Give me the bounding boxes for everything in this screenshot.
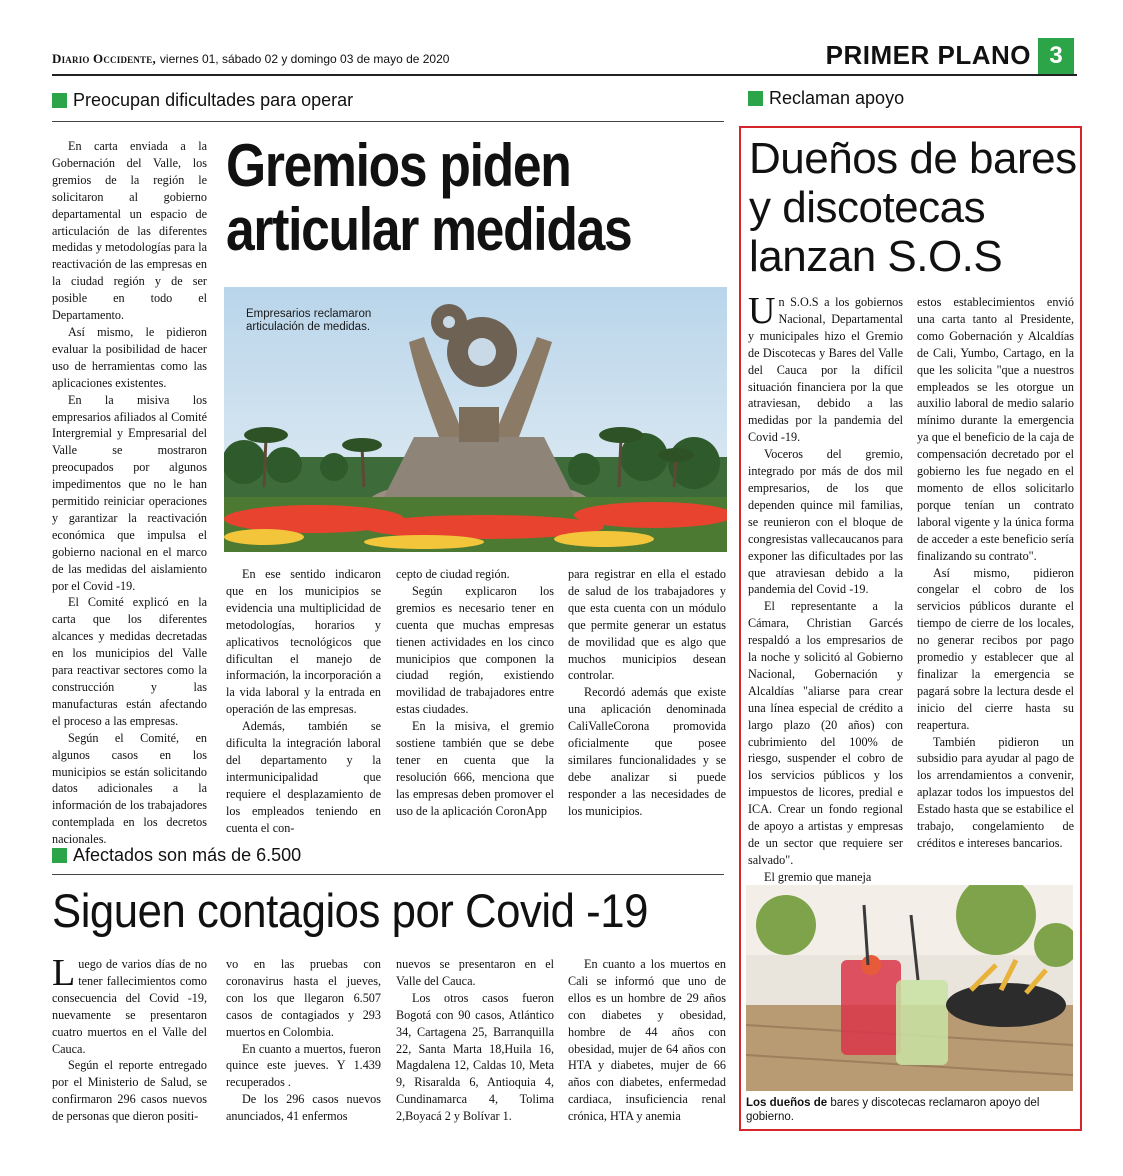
headline-line: lanzan S.O.S — [749, 232, 1003, 281]
paragraph: En la misiva los empresarios afiliados al Comité Intergremial y Empresarial del Valle se mostraron preocupados por algunos impedimentos que no le han permitido reiniciar operaciones y garantizar la reactivación económica que impulsa el gobierno nacional en el marco de las medidas del aislamiento por el Covid -19. — [52, 392, 207, 593]
paragraph: Según el reporte entregado por el Ministerio de Salud, se confirmaron 296 casos nuevos de personas que dieron positi- — [52, 1058, 207, 1124]
kicker-square-icon — [52, 848, 67, 863]
caption-bold: Los dueños de — [746, 1097, 828, 1109]
caption-text: bares y discotecas reclamaron apoyo del gobierno. — [746, 1097, 1040, 1123]
story1-column-4 — [568, 566, 726, 820]
paragraph: cepto de ciudad región. — [396, 567, 510, 581]
kicker-text: Preocupan dificultades para operar — [73, 90, 354, 110]
cocktails-photo — [746, 885, 1073, 1091]
kicker-square-icon — [748, 91, 763, 106]
paragraph: En cuanto a muertos, fueron quince este jueves. Y 1.439 recuperados . — [226, 1041, 381, 1090]
paragraph: Así mismo, le pidieron evaluar la posibilidad de hacer uso de herramientas como las aplicaciones existentes. — [52, 324, 207, 390]
headline-line: y discotecas — [749, 183, 986, 232]
kicker-story2 — [748, 88, 904, 109]
story3-column-3 — [396, 956, 554, 1125]
paragraph: Según explicaron los gremios es necesario tener en cuenta que muchas empresas tienen actividades en los cinco municipios que componen la ciudad región, existiendo movilidad de trabajadores entre estas ciudades. — [396, 583, 554, 717]
paragraph: vo en las pruebas con coronavirus hasta el jueves, con los que llegaron 6.507 casos de contagiados y 293 muertos en Colombia. — [226, 957, 381, 1039]
headline-story2 — [749, 134, 1079, 281]
paragraph: Los otros casos fueron Bogotá con 90 casos, Atlántico 34, Cartagena 25, Barranquilla 22, Santa Marta 18,Huila 16, Magdalena 12, Caldas 10, Meta 9, Risaralda 6, Antioquia 4, Cundinamarca 4, Tolima 2,Boyacá 2 y Bolívar 1. — [396, 990, 554, 1124]
paragraph-text: n S.O.S a los gobiernos Nacional, Departamental y municipales hizo el Gremio de Discotecas y Bares del Valle del Cauca por la difícil situación financiera por la que atraviesan, debido a las medidas por la pandemia del Covid -19. — [748, 295, 903, 445]
paragraph: Según el Comité, en algunos casos en los municipios se están solicitando datos adicionales a la información de los trabajadores contemplada en los decretos nacionales. — [52, 730, 207, 847]
story1-column-3 — [396, 566, 554, 820]
page-number: 3 — [1038, 38, 1074, 74]
masthead-rule — [52, 74, 1077, 76]
section-rule — [52, 874, 724, 875]
paragraph — [748, 290, 903, 446]
headline-story1 — [226, 134, 631, 262]
paragraph-text: uego de varios días de no tener fallecimientos como consecuencia del Covid -19, nuevamente se presentaron cuatro muertos en el Valle del Cauca. — [52, 957, 207, 1056]
headline-story3: Siguen contagios por Covid -19 — [52, 884, 648, 937]
paragraph: Recordó además que existe una aplicación denominada CaliValleCorona promovida oficialmente que posee similares funcionalidades y se debe analizar si puede responder a las necesidades de los municipios. — [568, 685, 726, 818]
kicker-square-icon — [52, 93, 67, 108]
section-title: PRIMER PLANO — [825, 40, 1031, 70]
paragraph: En ese sentido indicaron que en los municipios se evidencia una multiplicidad de metodologías, horarios y aplicativos tecnológicos que dificultan el manejo de información, la incorporación a la vida laboral y la entrada en operación de las empresas. — [226, 567, 381, 717]
dropcap: L — [52, 952, 76, 994]
dropcap: U — [748, 290, 776, 332]
paragraph: Así mismo, pidieron congelar el cobro de los servicios públicos durante el tiempo de cierre de los locales, no generar recibos por pago promedio y establecer que al finalizar la emergencia se pagará sobre la lectura desde el inicio del cierre hasta su reapertura. — [917, 565, 1074, 732]
headline-line: Dueños de bares — [749, 134, 1077, 183]
story3-column-4 — [568, 956, 726, 1125]
paragraph: En la misiva, el gremio sostiene también que se debe tener en cuenta que la resolución 666, menciona que las empresas deben promover el uso de la aplicación CoronApp — [396, 719, 554, 818]
paper-name: Diario Occidente, — [52, 51, 156, 66]
headline-line: Gremios piden — [226, 132, 571, 199]
paragraph: para registrar en ella el estado de salud de los trabajadores y que esta cuenta con un módulo que permite generar un estatus de movilidad que es algo que muchos municipios desean controlar. — [568, 567, 726, 683]
story1-column-1 — [52, 138, 207, 848]
story3-column-2 — [226, 956, 381, 1125]
paragraph — [52, 952, 207, 1057]
section-rule — [52, 121, 724, 122]
issue-date: viernes 01, sábado 02 y domingo 03 de mayo de 2020 — [159, 52, 450, 66]
paragraph: También pidieron un subsidio para ayudar al pago de los arrendamientos a convenir, aplazar todos los impuestos del Estado hasta que se estabilice el trabajo, congelamiento de créditos e intereses bancarios. — [917, 734, 1074, 850]
kicker-text: Reclaman apoyo — [769, 88, 905, 108]
paragraph: estos establecimientos envió una carta tanto al Presidente, como Gobernación y Alcaldías de Cali, Yumbo, Cartago, en la que les solicita "que a nuestros empleados se les otorgue un auxilio laboral de medio salario mínimo durante la emergencia ya que el beneficio de la caja de compensación decretado por el gobierno les fue negado en el momento de ellos solicitarlo porque tenían un contrato laboral vigente y la única forma de acceder a este beneficio sería finalizando su contrato". — [917, 295, 1074, 563]
paragraph: nuevos se presentaron en el Valle del Cauca. — [396, 957, 554, 988]
kicker-story1 — [52, 90, 353, 111]
kicker-story3 — [52, 845, 301, 866]
story3-column-1 — [52, 952, 207, 1125]
photo-caption-story1: Empresarios reclamaron articulación de medidas. — [246, 308, 372, 333]
headline-line: articular medidas — [226, 196, 632, 263]
paragraph: Voceros del gremio, integrado por más de dos mil empresarios, de los que dependen quince mil familias, se reunieron con el bloque de congresistas vallecaucanos para exponer las dificultades por las que atraviesan debido a la pandemia del Covid -19. — [748, 447, 903, 597]
photo-caption-story2 — [746, 1096, 1076, 1124]
kicker-text: Afectados son más de 6.500 — [73, 845, 302, 865]
paragraph: En carta enviada a la Gobernación del Valle, los gremios de la región le solicitaron al gobierno departamental un espacio de articulación de las diferentes medidas y metodologías para la reactivación de las empresas en la ciudad región y de ser posible en todo el Departamento. — [52, 139, 207, 323]
cocktails-image — [746, 885, 1073, 1091]
paragraph: El representante a la Cámara, Christian Garcés respaldó a los empresarios de la noche y solicitó al Gobierno Nacional, Gobernación y Alcaldías "aliarse para crear una línea especial de crédito a largo plazo (20 años) con cubrimiento del 100% de riesgo, suspender el cobro de los servicios públicos y los impuestos de licores, predial e ICA. Crear un fondo regional de apoyo a artistas y empresas de un sector que requiere ser salvado". — [748, 599, 903, 867]
paragraph: Además, también se dificulta la integración laboral del departamento y la intermunicipalidad que requiere el desplazamiento de los empleados teniendo en cuenta el con- — [226, 719, 381, 835]
paragraph: En cuanto a los muertos en Cali se informó que uno de ellos es un hombre de 29 años con diabetes y obesidad, hombre de 44 años con obesidad, mujer de 64 años con HTA y diabetes, mujer de 66 años con diabetes, enfermedad cardiaca, insuficiencia renal crónica, HTA y anemia — [568, 957, 726, 1124]
story2-column-2 — [917, 294, 1074, 852]
paragraph: El Comité explicó en la carta que los diferentes alcances y medidas decretadas en los municipios del Valle para reactivar sectores como la construcción y las manufacturas están afectando el proceso a las empresas. — [52, 595, 207, 728]
paragraph: De los 296 casos nuevos anunciados, 41 enfermos — [226, 1092, 381, 1124]
story1-column-2 — [226, 566, 381, 837]
paragraph: El gremio que maneja — [764, 869, 872, 884]
story2-column-1 — [748, 290, 903, 886]
